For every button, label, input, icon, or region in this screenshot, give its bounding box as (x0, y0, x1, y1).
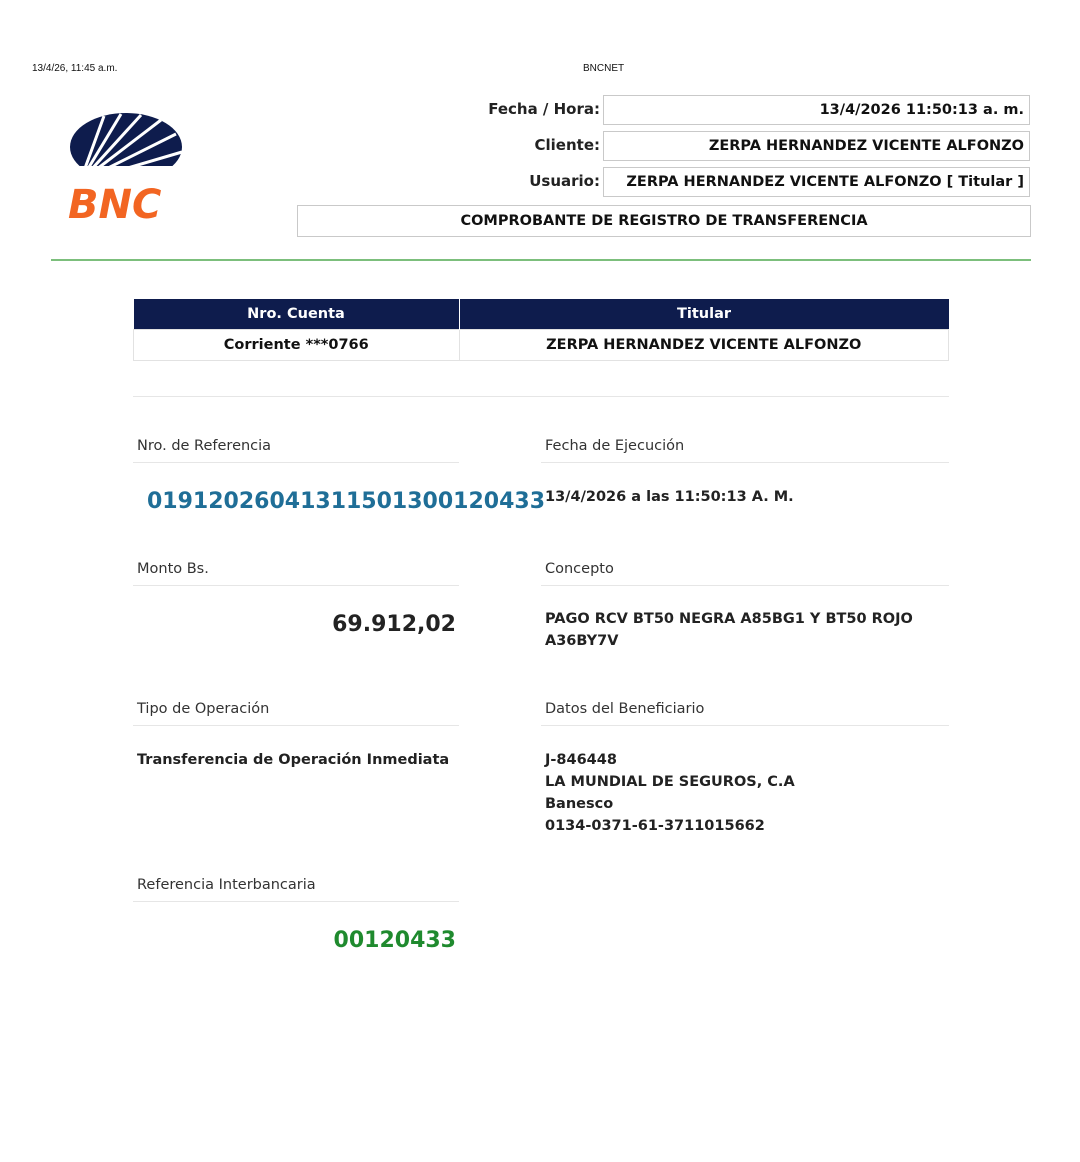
print-page-title: BNCNET (583, 63, 625, 74)
concepto-value (545, 608, 913, 652)
header-divider (51, 259, 1031, 261)
concepto-line: A36BY7V (545, 633, 619, 649)
account-number-cell: Corriente ***0766 (134, 330, 460, 361)
tipo-operacion-value: Transferencia de Operación Inmediata (137, 752, 450, 768)
fecha-ejecucion-value: 13/4/2026 a las 11:50:13 A. M. (545, 489, 794, 505)
svg-text:BNC: BNC (68, 182, 162, 225)
beneficiario-details (545, 749, 795, 837)
usuario-value: ZERPA HERNANDEZ VICENTE ALFONZO [ Titular ] (603, 167, 1030, 197)
holder-cell: ZERPA HERNANDEZ VICENTE ALFONZO (459, 330, 949, 361)
print-date: 13/4/26, 11:45 a.m. (32, 63, 118, 74)
referencia-interbancaria-underline (133, 901, 459, 902)
referencia-label: Nro. de Referencia (137, 438, 272, 454)
account-table (133, 299, 949, 361)
monto-underline (133, 585, 459, 586)
referencia-interbancaria-label: Referencia Interbancaria (137, 877, 316, 893)
beneficiario-underline (541, 725, 949, 726)
referencia-underline (133, 462, 459, 463)
beneficiario-name: LA MUNDIAL DE SEGUROS, C.A (545, 774, 795, 790)
fecha-value: 13/4/2026 11:50:13 a. m. (603, 95, 1030, 125)
referencia-interbancaria-value: 00120433 (333, 928, 456, 953)
fecha-ejecucion-underline (541, 462, 949, 463)
fecha-label: Fecha / Hora: (488, 100, 600, 118)
tipo-operacion-label: Tipo de Operación (137, 701, 270, 717)
beneficiario-label: Datos del Beneficiario (545, 701, 705, 717)
bnc-logo (66, 110, 186, 225)
beneficiario-rif: J-846448 (545, 752, 617, 768)
holder-header: Titular (459, 299, 949, 330)
beneficiario-account: 0134-0371-61-3711015662 (545, 818, 765, 834)
usuario-label: Usuario: (529, 172, 600, 190)
concepto-label: Concepto (545, 561, 614, 577)
cliente-value: ZERPA HERNANDEZ VICENTE ALFONZO (603, 131, 1030, 161)
concepto-underline (541, 585, 949, 586)
tipo-operacion-underline (133, 725, 459, 726)
cliente-label: Cliente: (534, 136, 600, 154)
document-title: COMPROBANTE DE REGISTRO DE TRANSFERENCIA (297, 205, 1031, 237)
section-divider (133, 396, 949, 397)
monto-value: 69.912,02 (332, 612, 456, 637)
fecha-ejecucion-label: Fecha de Ejecución (545, 438, 685, 454)
beneficiario-bank: Banesco (545, 796, 614, 812)
referencia-value: 019120260413115013001204​33 (147, 489, 545, 514)
account-number-header: Nro. Cuenta (134, 299, 460, 330)
concepto-line: PAGO RCV BT50 NEGRA A85BG1 Y BT50 ROJO (545, 611, 913, 627)
monto-label: Monto Bs. (137, 561, 209, 577)
